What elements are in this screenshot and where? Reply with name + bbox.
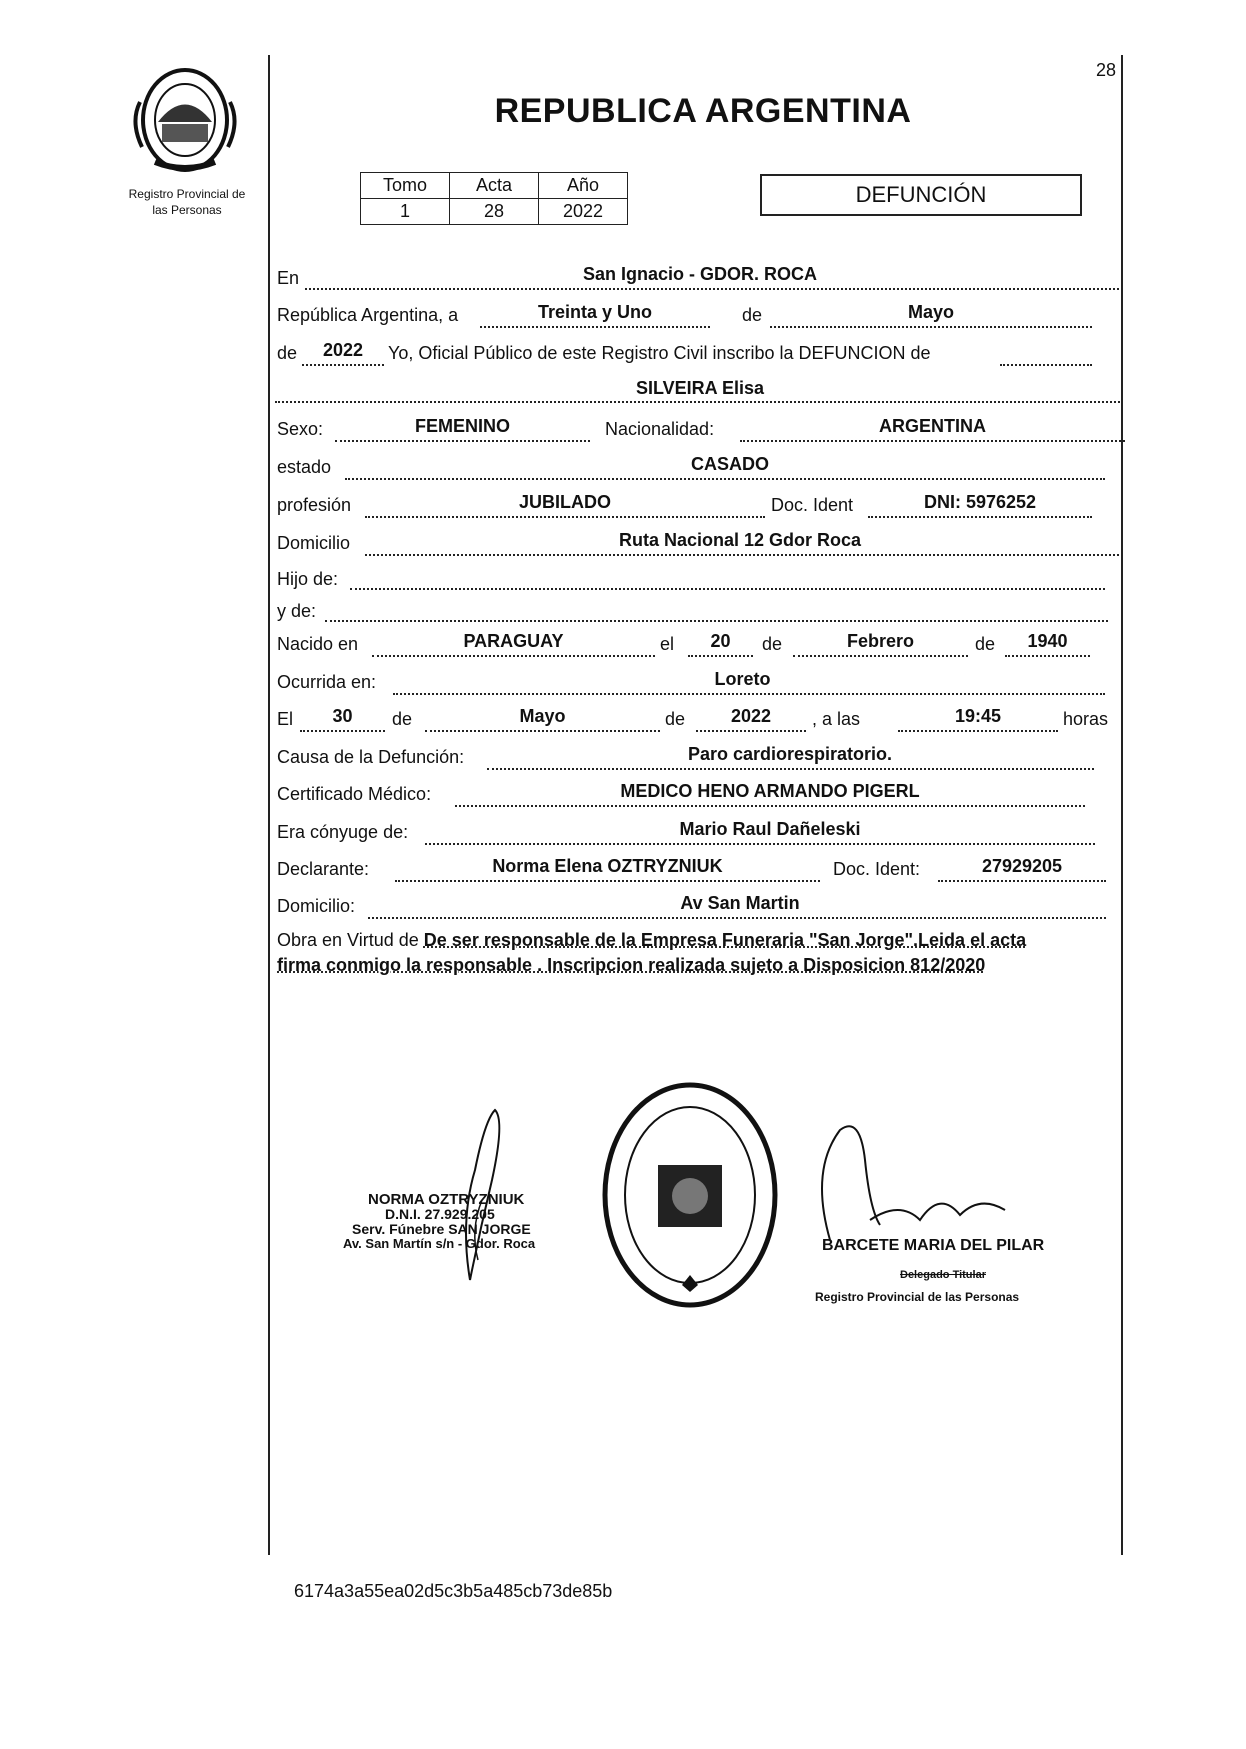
officer-stamp-line3: Registro Provincial de las Personas — [815, 1290, 1020, 1304]
dots-doc-id — [868, 516, 1092, 518]
ref-header-tomo: Tomo — [361, 173, 450, 199]
footer-hash: 6174a3a55ea02d5c3b5a485cb73de85b — [294, 1581, 613, 1601]
ref-value-tomo: 1 — [361, 199, 450, 225]
value-death-place: Loreto — [714, 669, 771, 689]
value-death-day: 30 — [332, 706, 353, 726]
dots-month — [770, 326, 1092, 328]
ref-value-acta: 28 — [450, 199, 539, 225]
dots-nationality — [740, 440, 1125, 442]
label-nacionalidad: Nacionalidad: — [605, 419, 715, 439]
ref-header-acta: Acta — [450, 173, 539, 199]
label-domicilio: Domicilio — [277, 533, 351, 553]
right-margin-line — [1121, 55, 1123, 1555]
label-sexo: Sexo: — [277, 419, 324, 439]
dots-death-day — [300, 730, 385, 732]
value-birth-place: PARAGUAY — [463, 631, 564, 651]
label-en: En — [277, 268, 300, 288]
label-ocurrida-en: Ocurrida en: — [277, 672, 377, 692]
value-birth-day: 20 — [710, 631, 731, 651]
value-marital-status: CASADO — [690, 454, 769, 474]
page-number: 28 — [1096, 60, 1117, 80]
record-reference-table — [360, 172, 628, 225]
label-nacido-en: Nacido en — [277, 634, 359, 654]
value-deceased-name: SILVEIRA Elisa — [635, 378, 765, 398]
label-yo-oficial: Yo, Oficial Público de este Registro Civil inscribo la DEFUNCION de — [388, 343, 931, 363]
label-hijo-de: Hijo de: — [277, 569, 339, 589]
obra-line-1 — [277, 930, 1026, 951]
label-de-6: de — [665, 709, 686, 729]
dots-hijo-de — [350, 588, 1105, 590]
dots-defuncion-de — [1000, 364, 1092, 366]
value-death-year: 2022 — [730, 706, 772, 726]
label-domicilio-declarant: Domicilio: — [277, 896, 356, 916]
dots-death-month — [425, 730, 660, 732]
declarant-stamp-line3: Serv. Fúnebre SAN JORGE — [352, 1221, 531, 1237]
officer-stamp-line2: Delegado Titular — [900, 1269, 986, 1281]
value-declarant-address: Av San Martin — [680, 893, 800, 913]
dots-declarant-address — [368, 917, 1106, 919]
value-sex: FEMENINO — [414, 416, 510, 436]
label-estado: estado — [277, 457, 332, 477]
dots-declarant-doc — [938, 880, 1106, 882]
value-declarant-doc: 27929205 — [981, 856, 1063, 876]
dots-y-de — [325, 620, 1108, 622]
label-conyuge: Era cónyuge de: — [277, 822, 409, 842]
value-death-month: Mayo — [519, 706, 566, 726]
value-year: 2022 — [322, 340, 364, 360]
dots-death-year — [696, 730, 806, 732]
label-de-4: de — [975, 634, 996, 654]
dots-year — [302, 364, 384, 366]
dots-spouse — [425, 843, 1095, 845]
label-el-cap: El — [277, 709, 294, 729]
label-horas: horas — [1063, 709, 1109, 729]
declarant-stamp-line2: D.N.I. 27.929.205 — [385, 1206, 495, 1222]
label-de-1: de — [742, 305, 763, 325]
dots-sex — [335, 440, 590, 442]
value-birth-year: 1940 — [1027, 631, 1068, 651]
dots-death-place — [393, 693, 1105, 695]
value-obra-line1: De ser responsable de la Empresa Funeraria "San Jorge".Leida el acta — [423, 930, 1027, 950]
label-el: el — [660, 634, 675, 654]
value-nationality: ARGENTINA — [879, 416, 986, 436]
country-title: REPUBLICA ARGENTINA — [494, 92, 912, 130]
label-a-las: , a las — [812, 709, 861, 729]
value-death-time: 19:45 — [954, 706, 1002, 726]
dots-day — [480, 326, 710, 328]
dots-deceased-name — [275, 401, 1123, 403]
misiones-emblem-icon — [130, 62, 240, 177]
label-y-de: y de: — [277, 601, 317, 621]
registry-name-line2: las Personas — [152, 203, 222, 217]
value-place: San Ignacio - GDOR. ROCA — [582, 264, 818, 284]
value-cause: Paro cardiorespiratorio. — [687, 744, 893, 764]
ref-header-anio: Año — [539, 173, 628, 199]
obra-line-2 — [277, 955, 985, 976]
record-type-box: DEFUNCIÓN — [760, 174, 1082, 216]
value-day-text: Treinta y Uno — [537, 302, 653, 322]
official-seal-icon — [600, 1080, 780, 1310]
value-profession: JUBILADO — [518, 492, 611, 512]
declarant-stamp-line1: NORMA OZTRYZNIUK — [368, 1191, 525, 1208]
label-de-2: de — [277, 343, 298, 363]
dots-birth-month — [793, 655, 968, 657]
left-margin-line — [268, 55, 270, 1555]
dots-birth-year — [1005, 655, 1090, 657]
dots-address — [365, 554, 1123, 556]
officer-stamp-line1: BARCETE MARIA DEL PILAR — [822, 1237, 1045, 1254]
value-declarant: Norma Elena OZTRYZNIUK — [492, 856, 723, 876]
label-profesion: profesión — [277, 495, 352, 515]
dots-birth-day — [688, 655, 753, 657]
declarant-stamp-line4: Av. San Martín s/n - Gdor. Roca — [343, 1236, 536, 1251]
ref-value-anio: 2022 — [539, 199, 628, 225]
label-de-5: de — [392, 709, 413, 729]
dots-birth-place — [372, 655, 655, 657]
dots-marital-status — [345, 478, 1105, 480]
dots-place — [305, 288, 1123, 290]
dots-declarant — [395, 880, 820, 882]
label-certificado: Certificado Médico: — [277, 784, 432, 804]
value-month: Mayo — [907, 302, 954, 322]
label-causa: Causa de la Defunción: — [277, 747, 465, 767]
label-doc-ident: Doc. Ident — [771, 495, 854, 515]
value-obra-line2: firma conmigo la responsable . Inscripcion realizada sujeto a Disposicion 812/2020 — [277, 955, 986, 975]
label-de-3: de — [762, 634, 783, 654]
value-address: Ruta Nacional 12 Gdor Roca — [618, 530, 862, 550]
dots-physician — [455, 805, 1085, 807]
dots-cause — [487, 768, 1094, 770]
officer-signature-icon — [810, 1110, 1040, 1250]
dots-profession — [365, 516, 765, 518]
value-birth-month: Febrero — [846, 631, 915, 651]
value-physician: MEDICO HENO ARMANDO PIGERL — [620, 781, 920, 801]
label-obra-en-virtud: Obra en Virtud de — [277, 930, 419, 950]
value-doc-id: DNI: 5976252 — [923, 492, 1037, 512]
label-declarante: Declarante: — [277, 859, 370, 879]
value-spouse: Mario Raul Dañeleski — [679, 819, 861, 839]
dots-death-time — [898, 730, 1058, 732]
label-republica-a: República Argentina, a — [277, 305, 459, 325]
registry-name-line1: Registro Provincial de — [128, 187, 246, 201]
label-doc-ident-declarant: Doc. Ident: — [833, 859, 921, 879]
